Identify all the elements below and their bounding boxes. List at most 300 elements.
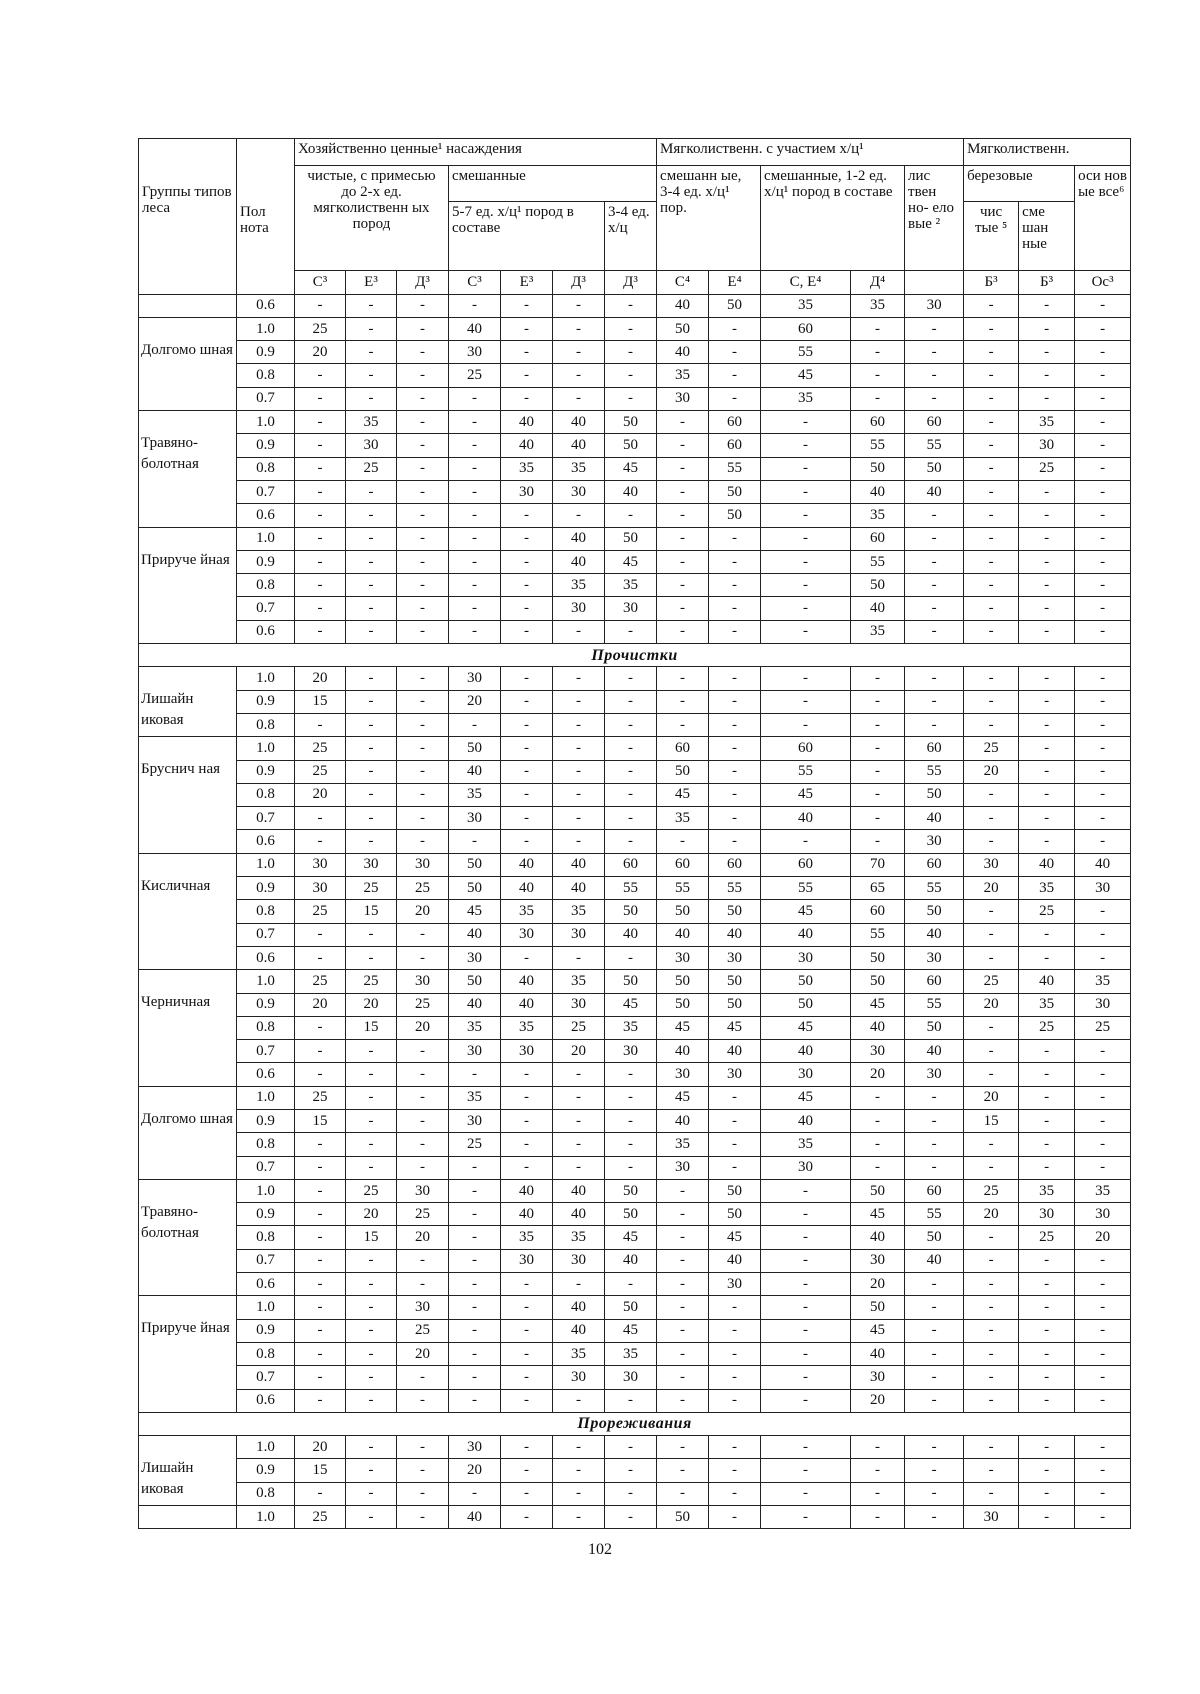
table-cell: 30 [657,946,709,969]
table-cell: 35 [657,807,709,830]
table-cell: - [1019,364,1075,387]
table-cell: 50 [657,970,709,993]
table-cell: - [964,1342,1019,1365]
table-row [139,1179,1131,1202]
table-cell: - [553,387,605,410]
table-cell: - [1019,387,1075,410]
table-cell: - [501,946,553,969]
table-row [139,900,1131,923]
table-cell: 15 [346,1016,397,1039]
table-cell: - [657,504,709,527]
table-cell: 20 [295,783,346,806]
table-cell: 35 [553,1226,605,1249]
table-cell: - [346,737,397,760]
table-cell: 15 [964,1109,1019,1132]
table-cell: - [346,480,397,503]
table-cell: 30 [553,993,605,1016]
table-cell: - [397,387,449,410]
forest-type-group: Долгомо шная [139,1086,237,1179]
table-cell: - [1019,1319,1075,1342]
table-cell: - [1075,807,1131,830]
table-cell: 25 [397,1319,449,1342]
table-row [139,807,1131,830]
table-cell: - [605,504,657,527]
table-cell: 60 [761,317,851,340]
table-cell: 30 [553,480,605,503]
table-row [139,1482,1131,1505]
table-cell: - [295,387,346,410]
table-cell: 50 [761,970,851,993]
table-cell: - [397,760,449,783]
table-cell: - [851,1506,905,1529]
table-cell: - [449,550,501,573]
table-cell: 25 [295,737,346,760]
table-cell: 35 [1019,993,1075,1016]
table-cell: - [657,830,709,853]
table-cell: - [346,527,397,550]
table-cell: - [397,946,449,969]
table-cell: 20 [346,1203,397,1226]
table-cell: - [964,1226,1019,1249]
table-cell: 15 [295,1459,346,1482]
forest-type-group: Бруснич ная [139,737,237,853]
table-cell: - [605,1273,657,1296]
table-cell: 60 [851,527,905,550]
table-cell: - [761,1249,851,1272]
table-row [139,1249,1131,1272]
density-cell: 0.8 [237,457,295,480]
table-cell: - [449,620,501,643]
table-row [139,713,1131,736]
table-cell: 40 [501,434,553,457]
table-cell: - [553,807,605,830]
table-cell: 20 [295,1436,346,1459]
table-cell: 20 [346,993,397,1016]
table-cell: - [905,1086,964,1109]
table-cell: 25 [346,1179,397,1202]
table-cell: 45 [605,550,657,573]
table-cell: - [709,807,761,830]
table-row [139,434,1131,457]
table-cell: 45 [657,1086,709,1109]
table-cell: - [397,504,449,527]
table-cell: 30 [553,597,605,620]
table-cell: - [657,574,709,597]
table-cell: 35 [657,364,709,387]
table-cell: - [761,1179,851,1202]
table-cell: - [761,574,851,597]
species-header-cell: Ос³ [1075,271,1131,294]
table-cell: - [1075,1389,1131,1412]
table-cell: 20 [449,1459,501,1482]
table-cell: - [605,783,657,806]
table-cell: - [1075,620,1131,643]
table-cell: - [605,1133,657,1156]
table-cell: - [657,713,709,736]
table-cell: - [1019,317,1075,340]
table-cell: - [851,1109,905,1132]
table-row [139,1459,1131,1482]
table-cell: - [553,713,605,736]
table-cell: - [1019,620,1075,643]
table-cell: - [295,364,346,387]
table-cell: 55 [709,457,761,480]
table-cell: - [397,597,449,620]
table-cell: 30 [553,1249,605,1272]
table-cell: - [709,1296,761,1319]
table-cell: - [295,1273,346,1296]
table-cell: 40 [553,1319,605,1342]
table-row [139,853,1131,876]
table-cell: - [501,1436,553,1459]
table-cell: - [449,1156,501,1179]
density-cell: 0.7 [237,1156,295,1179]
table-cell: - [1075,364,1131,387]
table-cell: - [346,783,397,806]
header-birch-pure: чис тые ⁵ [964,201,1019,270]
table-cell: - [657,1436,709,1459]
table-cell: 60 [709,434,761,457]
table-cell: - [397,923,449,946]
table-cell: - [1019,1133,1075,1156]
table-cell: - [346,620,397,643]
table-cell: - [553,830,605,853]
table-cell: - [605,1459,657,1482]
table-cell: 30 [905,1063,964,1086]
table-cell: 40 [761,807,851,830]
table-cell: - [761,1273,851,1296]
forest-type-group [139,1506,237,1529]
table-cell: - [1075,480,1131,503]
density-cell: 0.6 [237,504,295,527]
table-cell: - [761,434,851,457]
table-cell: 30 [964,853,1019,876]
table-cell: - [905,1389,964,1412]
table-cell: - [657,1249,709,1272]
table-row [139,480,1131,503]
density-cell: 0.9 [237,1109,295,1132]
table-cell: 40 [501,877,553,900]
table-row [139,1506,1131,1529]
table-cell: 25 [346,457,397,480]
species-header-cell [905,271,964,294]
table-cell: - [1075,550,1131,573]
table-cell: - [605,1156,657,1179]
table-cell: 55 [851,923,905,946]
density-cell: 0.9 [237,341,295,364]
table-cell: 60 [851,411,905,434]
header-pure-soft: лис твен но- ело вые ² [905,166,964,271]
table-cell: - [346,830,397,853]
table-row [139,620,1131,643]
density-cell: 0.9 [237,434,295,457]
table-cell: 30 [605,597,657,620]
table-cell: 35 [449,783,501,806]
table-cell: - [295,1016,346,1039]
table-cell: 15 [295,690,346,713]
table-cell: 40 [605,480,657,503]
table-cell: 30 [397,853,449,876]
table-cell: 30 [449,807,501,830]
table-cell: - [295,1319,346,1342]
table-cell: - [761,1226,851,1249]
table-cell: - [1075,830,1131,853]
forest-type-group: Лишайн иковая [139,667,237,737]
table-cell: 50 [905,457,964,480]
table-cell: - [449,1342,501,1365]
table-cell: - [1019,1389,1075,1412]
table-cell: 60 [905,411,964,434]
table-cell: - [851,1156,905,1179]
species-header-cell: Б³ [964,271,1019,294]
table-cell: 20 [295,341,346,364]
density-cell: 0.6 [237,294,295,317]
table-cell: 40 [905,807,964,830]
table-cell: - [605,946,657,969]
table-cell: - [709,620,761,643]
table-cell: - [709,1366,761,1389]
table-cell: 30 [905,294,964,317]
table-cell: 45 [449,900,501,923]
table-cell: - [553,1459,605,1482]
table-cell: - [851,807,905,830]
table-cell: 50 [709,970,761,993]
table-cell: - [1075,527,1131,550]
table-cell: 50 [709,294,761,317]
table-cell: 40 [905,480,964,503]
table-cell: - [964,1273,1019,1296]
table-cell: - [397,667,449,690]
table-cell: 40 [501,1179,553,1202]
density-cell: 0.9 [237,877,295,900]
header-density-col: Пол нота [237,139,295,295]
table-cell: 15 [346,900,397,923]
table-cell: - [397,1109,449,1132]
table-cell: - [397,1482,449,1505]
table-cell: - [1075,900,1131,923]
table-cell: - [761,1389,851,1412]
table-cell: - [397,620,449,643]
table-cell: - [761,1342,851,1365]
table-cell: 50 [449,853,501,876]
table-cell: - [1019,946,1075,969]
table-cell: 50 [605,970,657,993]
table-cell: - [501,597,553,620]
table-cell: - [295,411,346,434]
table-cell: 35 [553,900,605,923]
forest-type-group: Травяно- болотная [139,1179,237,1295]
table-cell: - [1075,1482,1131,1505]
table-row [139,690,1131,713]
table-cell: - [1075,1459,1131,1482]
table-cell: - [605,294,657,317]
table-cell: - [501,1296,553,1319]
table-cell: 30 [397,970,449,993]
table-row [139,946,1131,969]
table-cell: - [905,1156,964,1179]
table-row [139,760,1131,783]
species-header-cell: Б³ [1019,271,1075,294]
table-cell: - [501,1366,553,1389]
table-cell: 40 [709,1040,761,1063]
table-cell: - [1075,946,1131,969]
table-cell: - [1019,1366,1075,1389]
table-row [139,993,1131,1016]
table-cell: - [1075,667,1131,690]
table-cell: - [346,504,397,527]
table-cell: - [761,480,851,503]
table-cell: 50 [605,411,657,434]
table-cell: 45 [605,993,657,1016]
table-cell: 55 [851,550,905,573]
table-cell: 35 [851,504,905,527]
table-cell: - [709,1506,761,1529]
table-cell: 50 [761,993,851,1016]
forest-type-group: Прируче йная [139,527,237,643]
table-cell: - [964,1296,1019,1319]
table-cell: - [605,1109,657,1132]
table-row [139,1086,1131,1109]
table-cell: 30 [449,1436,501,1459]
table-cell: - [851,317,905,340]
table-cell: - [346,1319,397,1342]
table-cell: - [397,1133,449,1156]
table-cell: - [553,294,605,317]
table-cell: 15 [295,1109,346,1132]
table-cell: 35 [553,574,605,597]
table-cell: 45 [761,1016,851,1039]
table-cell: 40 [657,1040,709,1063]
table-cell: - [605,1086,657,1109]
table-cell: 25 [295,1506,346,1529]
density-cell: 0.6 [237,1389,295,1412]
table-cell: - [397,550,449,573]
table-cell: - [605,341,657,364]
table-row [139,1203,1131,1226]
table-cell: - [449,294,501,317]
density-cell: 0.9 [237,1203,295,1226]
table-cell: 40 [449,317,501,340]
density-cell: 0.8 [237,574,295,597]
table-cell: - [1019,1296,1075,1319]
density-cell: 1.0 [237,1179,295,1202]
table-cell: 60 [905,1179,964,1202]
table-cell: - [1075,294,1131,317]
table-cell: - [346,1086,397,1109]
table-cell: - [851,341,905,364]
table-cell: - [501,667,553,690]
table-cell: - [905,317,964,340]
table-cell: - [605,387,657,410]
table-cell: - [964,620,1019,643]
density-cell: 0.7 [237,1366,295,1389]
table-cell: 40 [605,923,657,946]
table-cell: - [1075,1109,1131,1132]
table-cell: - [657,1296,709,1319]
table-cell: 60 [657,853,709,876]
table-cell: - [346,946,397,969]
table-cell: - [346,1273,397,1296]
table-cell: - [709,1436,761,1459]
table-cell: - [964,830,1019,853]
header-mixed-34: 3-4 ед. х/ц [605,201,657,270]
section-title-row [139,644,1131,667]
table-cell: - [964,1366,1019,1389]
table-cell: - [1019,550,1075,573]
table-cell: 55 [851,434,905,457]
table-cell: - [905,1506,964,1529]
table-cell: 30 [657,1156,709,1179]
header-group-col: Группы типов леса [139,139,237,295]
table-cell: 40 [709,923,761,946]
table-cell: - [761,1482,851,1505]
density-cell: 0.8 [237,1482,295,1505]
table-cell: 30 [346,853,397,876]
table-cell: 35 [1019,411,1075,434]
table-cell: - [553,690,605,713]
table-cell: - [709,713,761,736]
table-cell: - [964,690,1019,713]
table-cell: - [1075,1086,1131,1109]
forest-type-group [139,294,237,317]
table-cell: 50 [905,900,964,923]
density-cell: 1.0 [237,317,295,340]
table-cell: - [501,1482,553,1505]
table-cell: - [1075,1319,1131,1342]
table-cell: - [501,294,553,317]
table-cell: 50 [851,574,905,597]
table-cell: - [397,411,449,434]
table-cell: 50 [851,1296,905,1319]
section-title: Прочистки [139,644,1131,667]
table-cell: - [397,830,449,853]
table-cell: 25 [346,877,397,900]
table-cell: 30 [501,1249,553,1272]
table-cell: - [295,1296,346,1319]
table-cell: 25 [295,1086,346,1109]
density-cell: 0.7 [237,807,295,830]
table-cell: 40 [553,1179,605,1202]
table-cell: 30 [295,853,346,876]
table-cell: - [657,457,709,480]
table-row [139,1366,1131,1389]
table-cell: 40 [761,1040,851,1063]
density-cell: 1.0 [237,527,295,550]
table-cell: - [501,620,553,643]
table-cell: - [397,1086,449,1109]
table-cell: - [397,480,449,503]
density-cell: 0.9 [237,760,295,783]
table-cell: 30 [851,1366,905,1389]
table-cell: 35 [553,970,605,993]
table-cell: - [1075,574,1131,597]
table-cell: - [1075,504,1131,527]
table-cell: - [905,1436,964,1459]
table-cell: 30 [905,946,964,969]
table-cell: 40 [851,1342,905,1365]
table-cell: - [605,620,657,643]
table-cell: - [657,1273,709,1296]
table-cell: - [501,807,553,830]
header-birch-mixed: сме шан ные [1019,201,1075,270]
table-cell: - [346,1342,397,1365]
table-cell: 40 [657,1109,709,1132]
table-cell: - [761,597,851,620]
table-cell: - [1075,783,1131,806]
table-row [139,1342,1131,1365]
table-cell: 20 [851,1273,905,1296]
table-cell: - [851,1133,905,1156]
